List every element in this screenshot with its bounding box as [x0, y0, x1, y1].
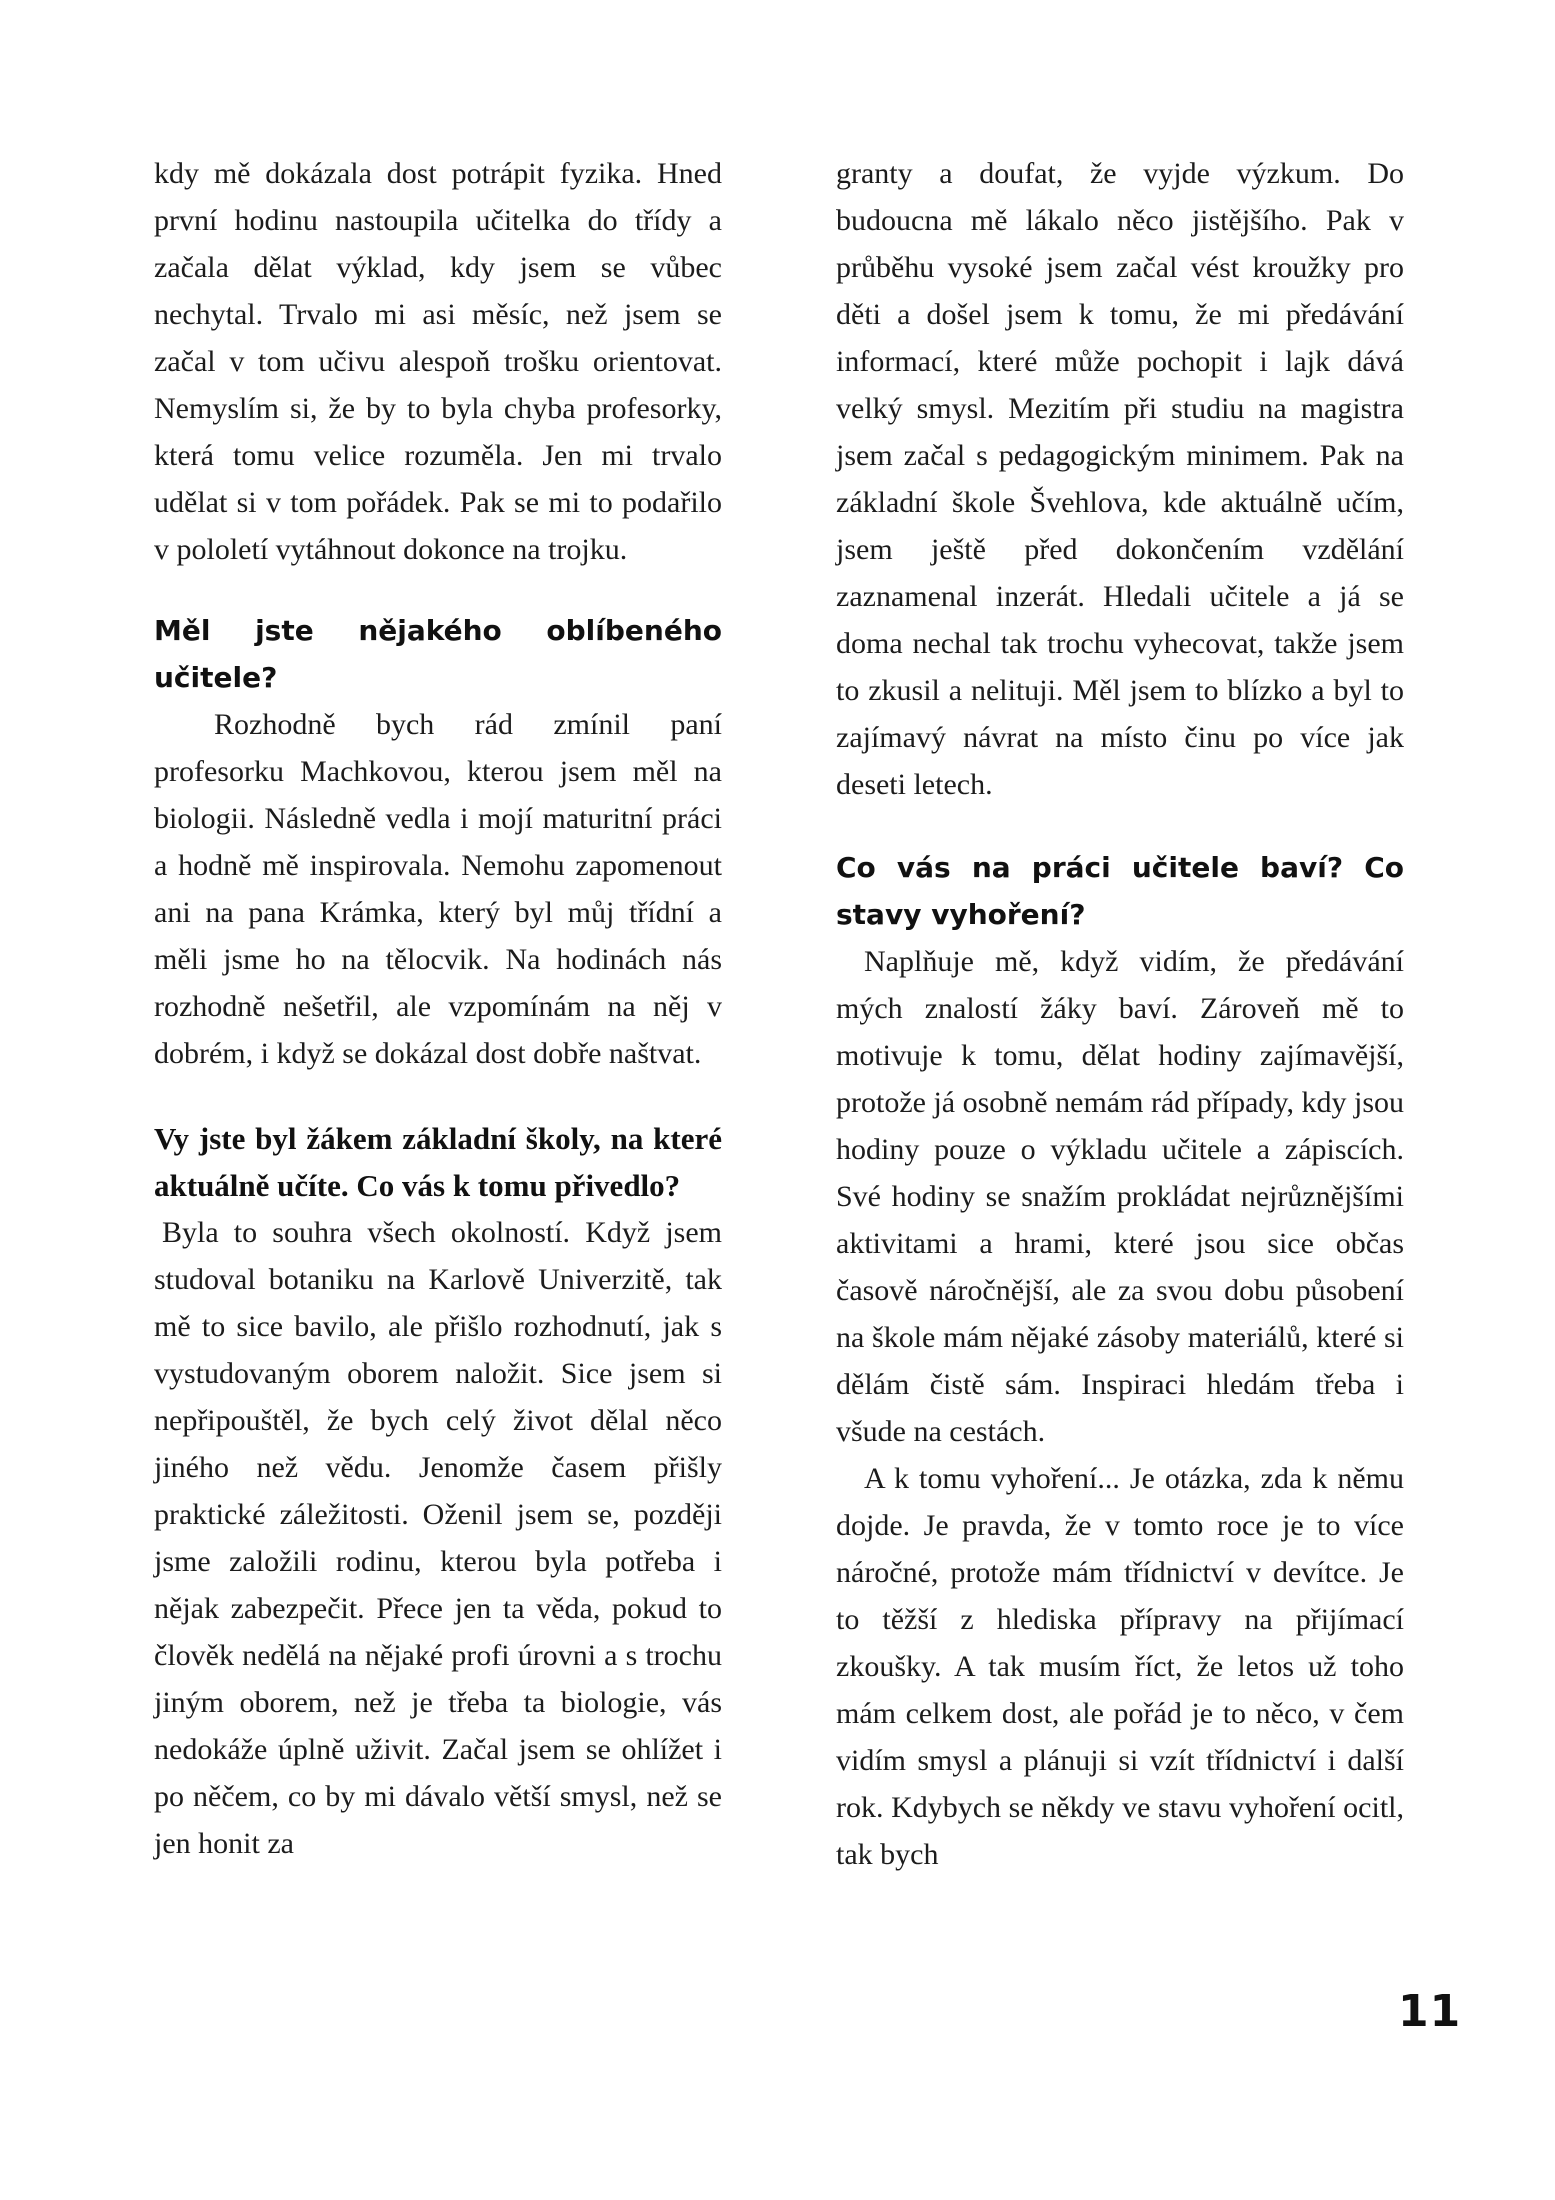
question-why-this-school: Vy jste byl žákem základní školy, na které aktuálně učíte. Co vás k tomu přivedlo?	[154, 1121, 722, 1203]
paragraph-left-1: kdy mě dokázala dost potrápit fyzika. Hned první hodinu nastoupila učitelka do třídy a začala dělat výklad, kdy jsem se vůbec nechytal. Trvalo mi asi měsíc, než jsem se začal v tom učivu alespoň trošku orientovat. Nemyslím si, že by to byla chyba profesorky, která tomu velice rozuměla. Jen mi trvalo udělat si v tom pořádek. Pak se mi to podařilo v pololetí vytáhnout dokonce na trojku.	[154, 157, 722, 566]
question-what-you-enjoy: Co vás na práci učitele baví? Co stavy vyhoření?	[836, 851, 1404, 931]
left-column	[154, 150, 722, 1867]
paragraph-right-1: granty a doufat, že vyjde výzkum. Do budoucna mě lákalo něco jistějšího. Pak v průběhu vysoké jsem začal vést kroužky pro děti a došel jsem k tomu, že mi předávání informací, které může pochopit i lajk dává velký smysl. Mezitím při studiu na magistra jsem začal s pedagogickým minimem. Pak na základní škole Švehlova, kde aktuálně učím, jsem ještě před dokončením vzdělání zaznamenal inzerát. Hledali učitele a já se doma nechal tak trochu vyhecovat, takže jsem to zkusil a nelituji. Měl jsem to blízko a byl to zajímavý návrat na místo činu po více jak deseti letech.	[836, 157, 1404, 801]
question-favorite-teacher: Měl jste nějakého oblíbeného učitele?	[154, 614, 722, 694]
page-number: 11	[1398, 1986, 1462, 2037]
paragraph-left-3: Byla to souhra všech okolností. Když jsem studoval botaniku na Karlově Univerzitě, tak mě to sice bavilo, ale přišlo rozhodnutí, jak s vystudovaným oborem naložit. Sice jsem si nepřipouštěl, že bych celý život dělal něco jiného než vědu. Jenomže časem přišly praktické záležitosti. Oženil jsem se, později jsme založili rodinu, kterou byla potřeba i nějak zabezpečit. Přece jen ta věda, pokud to člověk nedělá na nějaké profi úrovni a s trochu jiným oborem, než je třeba ta biologie, vás nedokáže úplně uživit. Začal jsem se ohlížet i po něčem, co by mi dávalo větší smysl, než se jen honit za	[154, 1216, 722, 1860]
paragraph-right-2: Naplňuje mě, když vidím, že předávání mých znalostí žáky baví. Zároveň mě to motivuje k tomu, dělat hodiny zajímavější, protože já osobně nemám rád případy, kdy jsou hodiny pouze o výkladu učitele a zápiscích. Své hodiny se snažím prokládat nejrůznějšími aktivitami a hrami, které jsou sice občas časově náročnější, ale za svou dobu působení na škole mám nějaké zásoby materiálů, které si dělám čistě sám. Inspiraci hledám třeba i všude na cestách.	[836, 945, 1404, 1448]
paragraph-right-3: A k tomu vyhoření... Je otázka, zda k němu dojde. Je pravda, že v tomto roce je to více náročné, protože mám třídnictví v devítce. Je to těžší z hlediska přípravy na přijímací zkoušky. A tak musím říct, že letos už toho mám celkem dost, ale pořád je to něco, v čem vidím smysl a plánuji si vzít třídnictví i další rok. Kdybych se někdy ve stavu vyhoření ocitl, tak bych	[836, 1462, 1404, 1871]
right-column	[836, 150, 1404, 1878]
paragraph-left-2: Rozhodně bych rád zmínil paní profesorku Machkovou, kterou jsem měl na biologii. Následně vedla i mojí maturitní práci a hodně mě inspirovala. Nemohu zapomenout ani na pana Krámka, který byl můj třídní a měli jsme ho na tělocvik. Na hodinách nás rozhodně nešetřil, ale vzpomínám na něj v dobrém, i když se dokázal dost dobře naštvat.	[154, 708, 722, 1070]
